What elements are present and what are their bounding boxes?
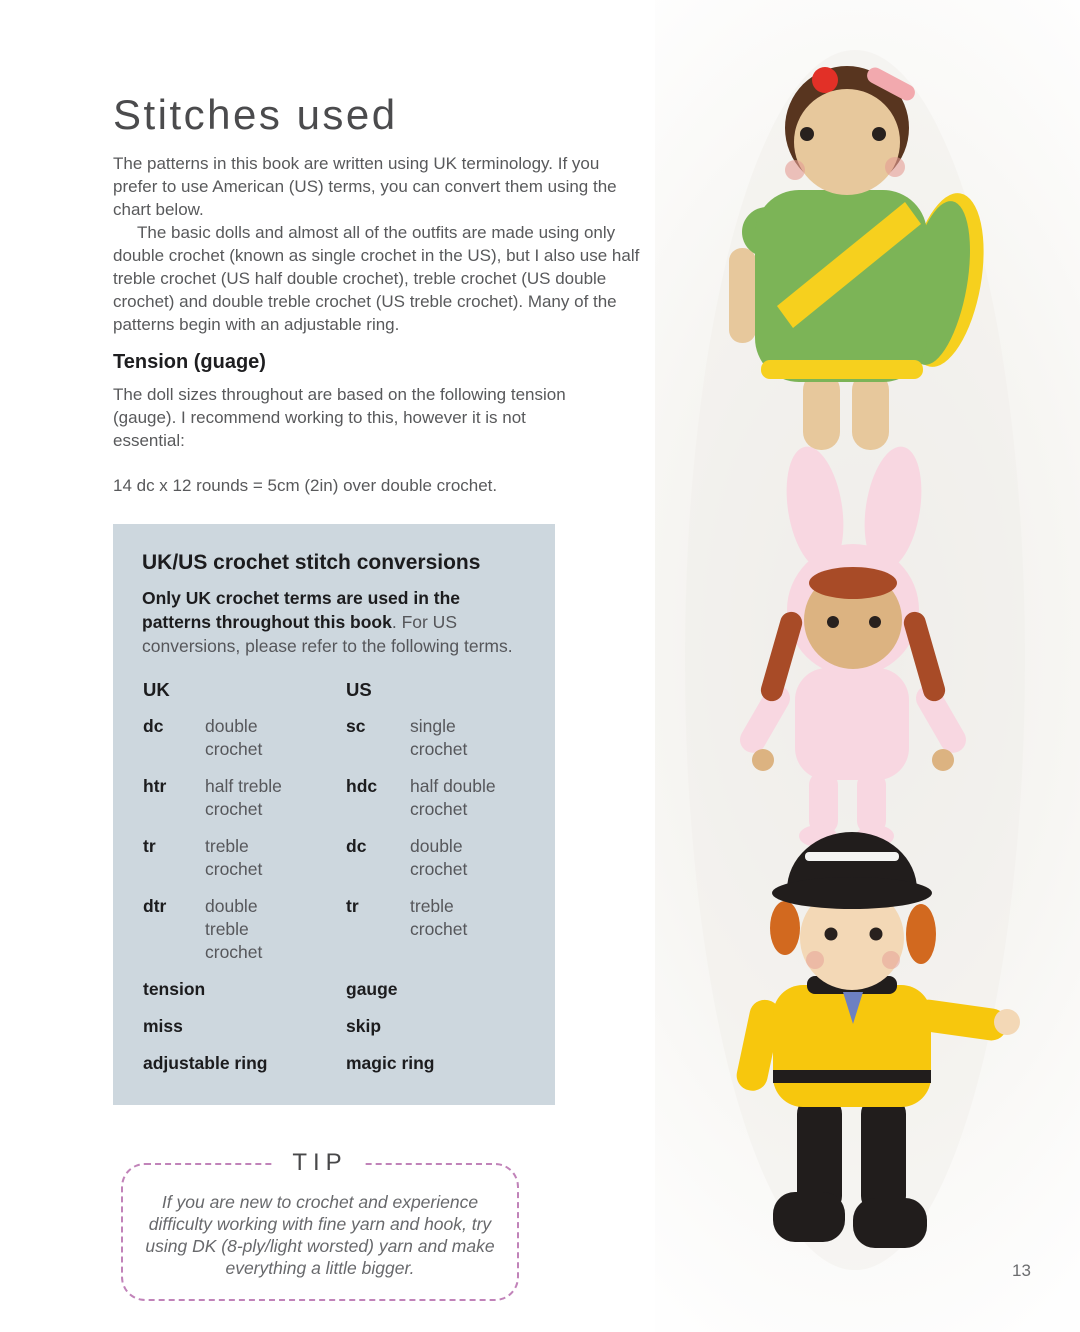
table-cell-uk-word: miss — [143, 1016, 183, 1037]
intro-paragraph-1: The patterns in this book are written using UK terminology. If you prefer to use American (US) terms, you can convert them using the chart below. — [113, 154, 617, 220]
table-cell-uk-term: half treble crochet — [205, 776, 282, 820]
tip-label: TIP — [274, 1148, 365, 1178]
bunny-bangs — [809, 567, 897, 599]
table-cell-uk-term: double treble crochet — [205, 896, 263, 963]
table-cell-uk-abbr: dtr — [143, 896, 167, 917]
conversion-box-title: UK/US crochet stitch conversions — [142, 551, 481, 575]
sari-doll-right-leg — [852, 372, 889, 450]
table-cell-us-abbr: tr — [346, 896, 359, 917]
column-header-uk: UK — [143, 679, 170, 701]
table-cell-uk-abbr: dc — [143, 716, 164, 737]
tension-paragraph: The doll sizes throughout are based on the following tension (gauge). I recommend working to this, however it is not essential: — [113, 385, 566, 451]
bunny-body — [795, 668, 909, 780]
sari-doll-left-leg — [803, 372, 840, 450]
fireman-helmet-brim — [772, 877, 932, 909]
fireman-helmet-band — [805, 852, 899, 861]
conversion-box — [113, 524, 555, 1105]
column-header-us: US — [346, 679, 372, 701]
page-number: 13 — [1012, 1261, 1031, 1280]
bunny-left-eye — [827, 616, 839, 628]
table-cell-us-term: treble crochet — [410, 896, 468, 940]
table-cell-us-term: half double crochet — [410, 776, 496, 820]
tip-text: If you are new to crochet and experience difficulty working with fine yarn and hook, try using DK (8-ply/light worsted) yarn and make everything a little bigger. — [145, 1192, 495, 1279]
bunny-left-leg — [809, 772, 838, 834]
text-column — [113, 92, 641, 1301]
table-cell-uk-word: tension — [143, 979, 206, 1000]
tip-box — [121, 1149, 519, 1301]
conversion-box-intro — [142, 586, 531, 658]
sari-doll-left-arm — [729, 248, 756, 343]
table-cell-us-abbr: sc — [346, 716, 366, 737]
fireman-jacket-stripe — [773, 1070, 931, 1083]
sari-doll-left-eye — [800, 127, 814, 141]
fireman-right-cheek — [882, 951, 900, 969]
bunny-left-hand — [752, 749, 774, 771]
sari-doll-face — [794, 89, 900, 195]
table-cell-uk-abbr: tr — [143, 836, 156, 857]
fireman-left-boot — [773, 1192, 845, 1242]
fireman-left-cheek — [806, 951, 824, 969]
table-cell-uk-abbr: htr — [143, 776, 167, 797]
bunny-right-hand — [932, 749, 954, 771]
conversion-table — [143, 678, 531, 1075]
table-cell-us-term: single crochet — [410, 716, 468, 760]
sari-doll-left-cheek — [785, 160, 805, 180]
table-cell-us-term: double crochet — [410, 836, 468, 880]
table-cell-us-word: magic ring — [346, 1053, 435, 1074]
fireman-right-hand — [994, 1009, 1020, 1035]
intro-paragraph-2: The basic dolls and almost all of the outfits are made using only double crochet (known as single crochet in the US), but I also use half treble crochet (US half double crochet), treble crochet (US double crochet) and double treble crochet (US treble crochet). Many of the patterns begin with an adjustable ring. — [113, 223, 640, 335]
conversion-box-intro-bold: Only UK crochet terms are used in the patterns throughout this book — [142, 588, 461, 633]
table-cell-us-abbr: dc — [346, 836, 367, 857]
fireman-left-eye — [825, 928, 838, 941]
tension-heading: Tension (guage) — [113, 351, 266, 374]
gauge-line: 14 dc x 12 rounds = 5cm (2in) over double crochet. — [113, 476, 498, 496]
table-cell-uk-word: adjustable ring — [143, 1053, 268, 1074]
sari-doll-right-eye — [872, 127, 886, 141]
bunny-right-leg — [857, 772, 886, 834]
sari-hem-trim — [761, 360, 923, 379]
fireman-right-hair — [906, 904, 936, 964]
fireman-right-boot — [853, 1198, 927, 1248]
table-cell-us-word: skip — [346, 1016, 382, 1037]
dolls-illustration — [655, 0, 1080, 1332]
table-cell-uk-term: treble crochet — [205, 836, 263, 880]
sari-doll-right-cheek — [885, 157, 905, 177]
table-cell-uk-term: double crochet — [205, 716, 263, 760]
conversion-box-intro-rest: . For US conversions, please refer to the following terms. — [142, 612, 513, 657]
dolls-photo — [655, 0, 1080, 1332]
table-cell-us-abbr: hdc — [346, 776, 378, 797]
fireman-right-leg — [861, 1095, 906, 1215]
fireman-right-eye — [870, 928, 883, 941]
fireman-left-hair — [770, 901, 800, 955]
page-title: Stitches used — [113, 91, 398, 138]
bunny-right-eye — [869, 616, 881, 628]
sari-doll-flower — [812, 67, 838, 93]
table-cell-us-word: gauge — [346, 979, 398, 1000]
